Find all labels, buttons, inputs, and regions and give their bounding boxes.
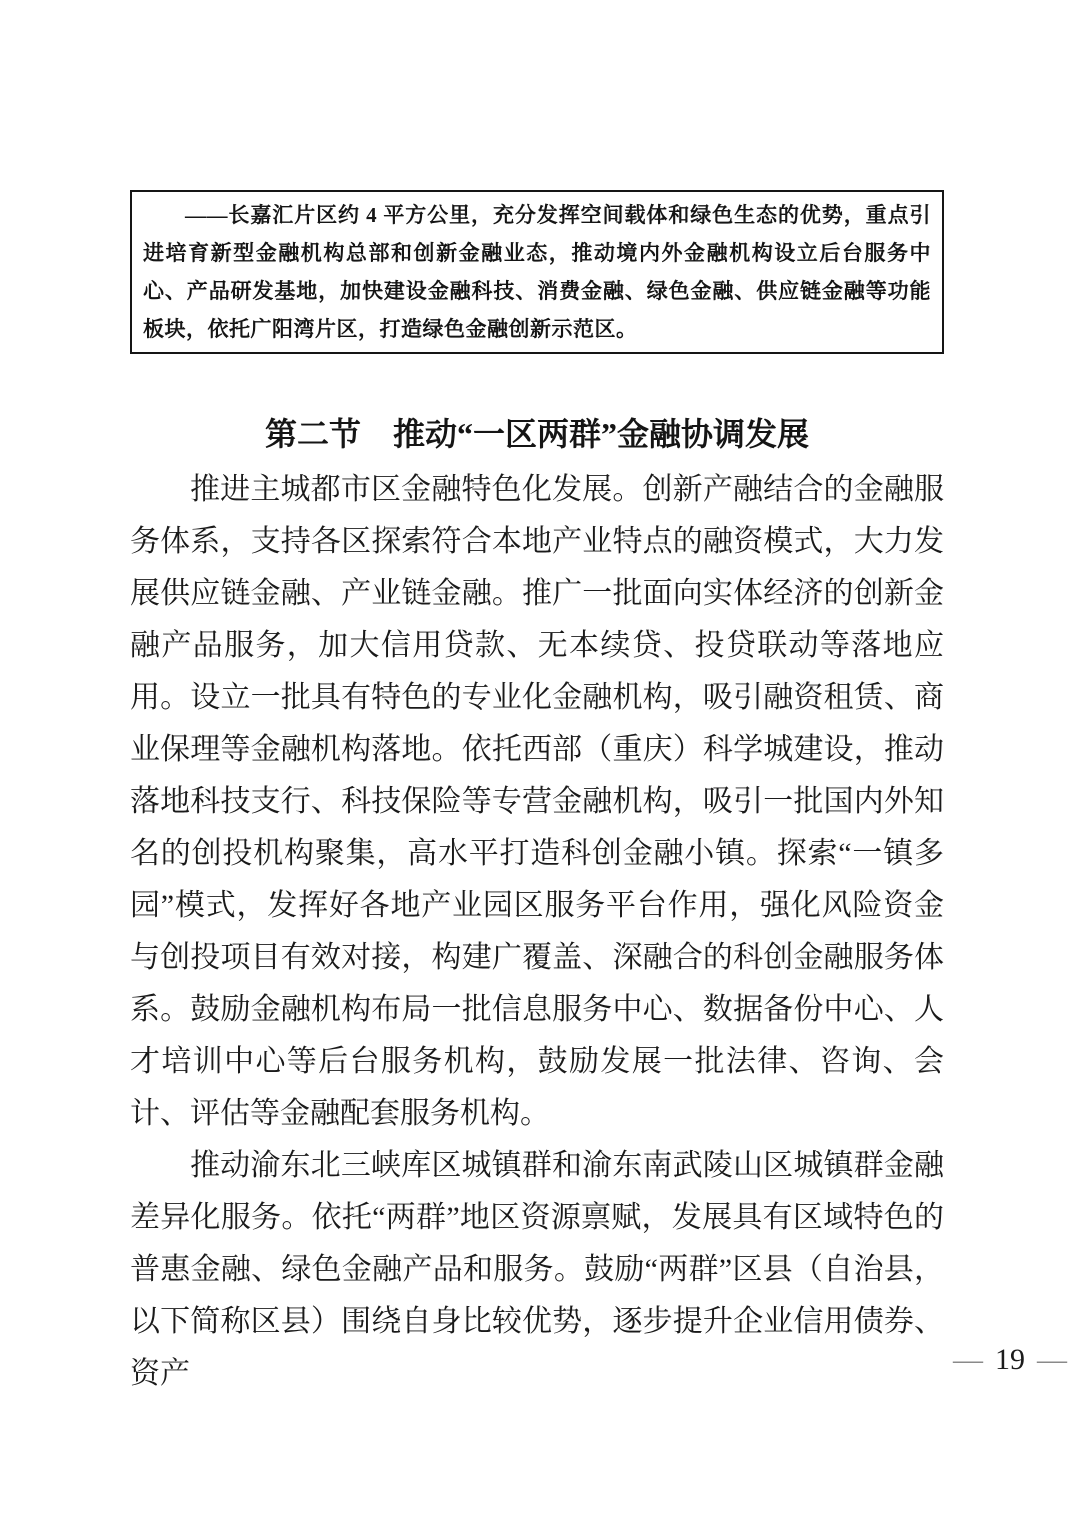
footer-right-dash: — [1037,1343,1067,1376]
body-paragraph: 推进主城都市区金融特色化发展。创新产融结合的金融服务体系，支持各区探索符合本地产业特点的融资模式，大力发展供应链金融、产业链金融。推广一批面向实体经济的创新金融产品服务，加大信用贷款、无本续贷、投贷联动等落地应用。设立一批具有特色的专业化金融机构，吸引融资租赁、商业保理等金融机构落地。依托西部（重庆）科学城建设，推动落地科技支行、科技保险等专营金融机构，吸引一批国内外知名的创投机构聚集，高水平打造科创金融小镇。探索“一镇多园”模式，发挥好各地产业园区服务平台作用，强化风险资金与创投项目有效对接，构建广覆盖、深融合的科创金融服务体系。鼓励金融机构布局一批信息服务中心、数据备份中心、人才培训中心等后台服务机构，鼓励发展一批法律、咨询、会计、评估等金融配套服务机构。 [130,473,944,1130]
section-body [130,464,944,1400]
body-paragraph: 推动渝东北三峡库区城镇群和渝东南武陵山区城镇群金融差异化服务。依托“两群”地区资源禀赋，发展具有区域特色的普惠金融、绿色金融产品和服务。鼓励“两群”区县（自治县，以下简称区县）围绕自身比较优势，逐步提升企业信用债券、资产 [130,1149,944,1390]
page-content [130,0,944,1400]
footer-left-dash: — [953,1343,983,1376]
page-number: 19 [995,1343,1025,1376]
page-footer [953,1342,1067,1378]
excerpt-text: ——长嘉汇片区约 4 平方公里，充分发挥空间载体和绿色生态的优势，重点引进培育新型金融机构总部和创新金融业态，推动境内外金融机构设立后台服务中心、产品研发基地，加快建设金融科技、消费金融、绿色金融、供应链金融等功能板块，依托广阳湾片区，打造绿色金融创新示范区。 [143,203,931,341]
excerpt-box [130,190,944,354]
section-heading: 第二节 推动“一区两群”金融协调发展 [264,416,809,452]
